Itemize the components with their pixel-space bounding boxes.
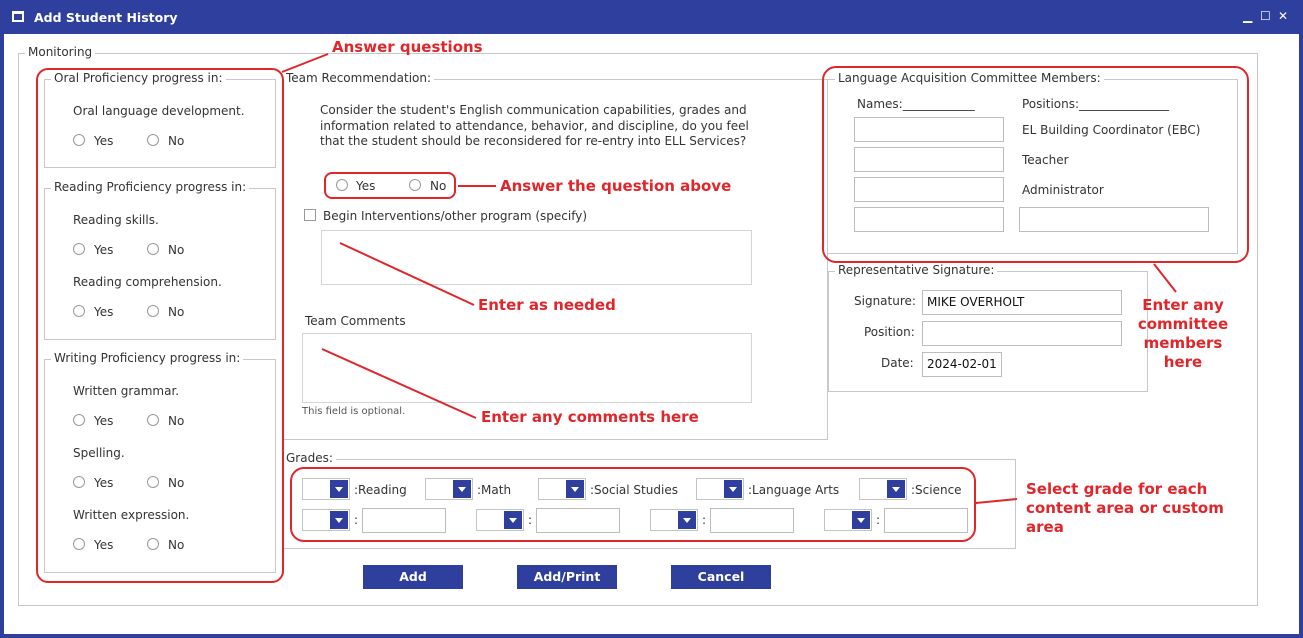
cancel-button[interactable]: Cancel (671, 565, 771, 589)
annotation-enter-comments: Enter any comments here (481, 408, 699, 426)
comments-hint: This field is optional. (302, 406, 406, 417)
monitoring-legend: Monitoring (25, 45, 95, 59)
subject-label: :Social Studies (590, 483, 678, 497)
no-label: No (168, 243, 185, 257)
question-label: Written grammar. (73, 384, 180, 398)
subject-label: :Language Arts (748, 483, 840, 497)
team-no-label: No (430, 179, 447, 193)
no-label: No (168, 538, 185, 552)
signature-input[interactable]: MIKE OVERHOLT (922, 290, 1122, 315)
no-label: No (168, 134, 185, 148)
annotation-committee-note: Enter any committee members here (1137, 296, 1229, 371)
annotation-answer-above: Answer the question above (500, 177, 732, 195)
position-field-label: Position: (864, 325, 915, 339)
yes-label: Yes (94, 538, 114, 552)
grades-legend: Grades: (283, 451, 336, 465)
reading-proficiency-legend: Reading Proficiency progress in: (51, 180, 249, 194)
yes-label: Yes (94, 476, 114, 490)
date-label: Date: (881, 356, 914, 370)
annotation-answer-questions: Answer questions (332, 38, 483, 56)
question-label: Oral language development. (73, 104, 245, 118)
subject-label: :Science (911, 483, 962, 497)
team-question: Consider the student's English communication capabilities, grades and information related to attendance, behavior, and discipline, do you feel that the student should be reconsidered for re-entry into ELL Services? (320, 103, 749, 148)
oral-proficiency-legend: Oral Proficiency progress in: (51, 71, 226, 85)
custom-separator: : (354, 513, 359, 527)
signature-legend: Representative Signature: (835, 263, 997, 277)
dialog-title: Add Student History (34, 10, 178, 25)
yes-label: Yes (94, 134, 114, 148)
question-label: Reading skills. (73, 213, 159, 227)
annotation-enter-as-needed: Enter as needed (478, 296, 616, 314)
question-label: Written expression. (73, 508, 190, 522)
yes-label: Yes (94, 305, 114, 319)
no-label: No (168, 305, 185, 319)
position-label: Teacher (1022, 153, 1069, 167)
no-label: No (168, 414, 185, 428)
writing-proficiency-legend: Writing Proficiency progress in: (51, 351, 243, 365)
custom-separator: : (702, 513, 707, 527)
signature-label: Signature: (854, 294, 916, 308)
team-recommendation-legend: Team Recommendation: (283, 71, 434, 85)
minimize-icon[interactable]: ▁ (1243, 9, 1253, 23)
add-print-button[interactable]: Add/Print (517, 565, 617, 589)
positions-header: Positions:_______________ (1022, 97, 1170, 111)
question-label: Reading comprehension. (73, 275, 222, 289)
maximize-icon[interactable]: ☐ (1260, 9, 1271, 23)
add-button[interactable]: Add (363, 565, 463, 589)
position-label: Administrator (1022, 183, 1104, 197)
date-input[interactable]: 2024-02-01 (922, 352, 1002, 377)
interventions-label: Begin Interventions/other program (specify) (323, 209, 588, 223)
question-label: Spelling. (73, 446, 125, 460)
custom-separator: : (528, 513, 533, 527)
names-header: Names:____________ (857, 97, 975, 111)
close-icon[interactable]: ✕ (1278, 9, 1289, 23)
subject-label: :Math (477, 483, 512, 497)
team-comments-label: Team Comments (305, 314, 406, 328)
subject-label: :Reading (354, 483, 407, 497)
custom-separator: : (876, 513, 881, 527)
yes-label: Yes (94, 414, 114, 428)
annotation-grades-note: Select grade for each content area or custom area (1026, 480, 1224, 536)
committee-legend: Language Acquisition Committee Members: (835, 71, 1104, 85)
no-label: No (168, 476, 185, 490)
team-yes-label: Yes (356, 179, 376, 193)
yes-label: Yes (94, 243, 114, 257)
position-label: EL Building Coordinator (EBC) (1022, 123, 1201, 137)
